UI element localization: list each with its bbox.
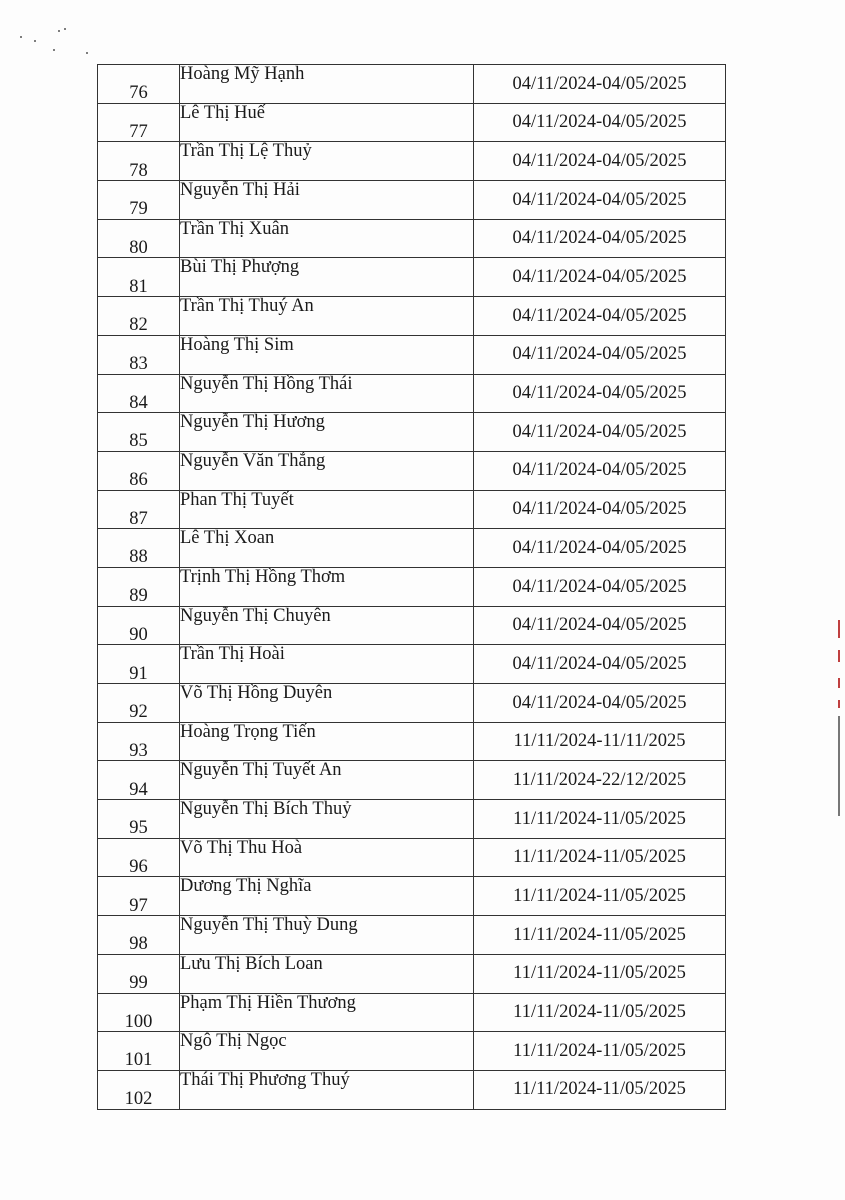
- table-row: [98, 684, 726, 723]
- roster-table-body: [98, 65, 726, 1110]
- row-number: 100: [98, 993, 180, 1032]
- employee-name: Nguyễn Thị Bích Thuỷ: [180, 800, 474, 839]
- contract-period: 04/11/2024-04/05/2025: [474, 529, 726, 568]
- row-number: 90: [98, 606, 180, 645]
- table-row: [98, 65, 726, 104]
- employee-name: Trần Thị Xuân: [180, 219, 474, 258]
- contract-period: 04/11/2024-04/05/2025: [474, 181, 726, 220]
- row-number: 94: [98, 761, 180, 800]
- contract-period: 11/11/2024-11/05/2025: [474, 993, 726, 1032]
- contract-period: 11/11/2024-11/05/2025: [474, 954, 726, 993]
- row-number: 99: [98, 954, 180, 993]
- contract-period: 11/11/2024-11/05/2025: [474, 1032, 726, 1071]
- contract-period: 04/11/2024-04/05/2025: [474, 645, 726, 684]
- table-row: [98, 181, 726, 220]
- employee-name: Lưu Thị Bích Loan: [180, 954, 474, 993]
- table-row: [98, 877, 726, 916]
- contract-period: 04/11/2024-04/05/2025: [474, 258, 726, 297]
- margin-mark: [838, 620, 840, 638]
- margin-mark: [838, 716, 840, 816]
- employee-name: Trịnh Thị Hồng Thơm: [180, 567, 474, 606]
- row-number: 83: [98, 335, 180, 374]
- row-number: 78: [98, 142, 180, 181]
- margin-marks: [838, 620, 842, 820]
- employee-name: Lê Thị Xoan: [180, 529, 474, 568]
- employee-name: Võ Thị Thu Hoà: [180, 838, 474, 877]
- row-number: 96: [98, 838, 180, 877]
- margin-mark: [838, 678, 840, 688]
- employee-name: Trần Thị Lệ Thuỷ: [180, 142, 474, 181]
- table-row: [98, 722, 726, 761]
- employee-name: Hoàng Trọng Tiến: [180, 722, 474, 761]
- row-number: 81: [98, 258, 180, 297]
- table-row: [98, 954, 726, 993]
- row-number: 86: [98, 451, 180, 490]
- row-number: 88: [98, 529, 180, 568]
- table-row: [98, 606, 726, 645]
- contract-period: 04/11/2024-04/05/2025: [474, 103, 726, 142]
- employee-name: Võ Thị Hồng Duyên: [180, 684, 474, 723]
- row-number: 82: [98, 297, 180, 336]
- contract-period: 04/11/2024-04/05/2025: [474, 490, 726, 529]
- table-row: [98, 374, 726, 413]
- speck: [53, 49, 55, 51]
- row-number: 77: [98, 103, 180, 142]
- table-row: [98, 451, 726, 490]
- contract-period: 04/11/2024-04/05/2025: [474, 219, 726, 258]
- row-number: 95: [98, 800, 180, 839]
- employee-name: Hoàng Thị Sim: [180, 335, 474, 374]
- table-row: [98, 993, 726, 1032]
- contract-period: 11/11/2024-11/05/2025: [474, 916, 726, 955]
- row-number: 101: [98, 1032, 180, 1071]
- employee-name: Nguyễn Thị Thuỳ Dung: [180, 916, 474, 955]
- table-row: [98, 1070, 726, 1109]
- table-row: [98, 490, 726, 529]
- employee-name: Dương Thị Nghĩa: [180, 877, 474, 916]
- employee-name: Trần Thị Hoài: [180, 645, 474, 684]
- employee-name: Nguyễn Thị Hải: [180, 181, 474, 220]
- contract-period: 04/11/2024-04/05/2025: [474, 297, 726, 336]
- speck: [64, 28, 66, 30]
- speck: [58, 30, 60, 32]
- table-row: [98, 142, 726, 181]
- table-row: [98, 258, 726, 297]
- employee-name: Nguyễn Văn Thắng: [180, 451, 474, 490]
- speck: [86, 52, 88, 54]
- table-row: [98, 413, 726, 452]
- scan-specks: [20, 22, 100, 62]
- contract-period: 04/11/2024-04/05/2025: [474, 684, 726, 723]
- contract-period: 11/11/2024-11/05/2025: [474, 1070, 726, 1109]
- speck: [34, 40, 36, 42]
- table-row: [98, 916, 726, 955]
- row-number: 87: [98, 490, 180, 529]
- row-number: 92: [98, 684, 180, 723]
- employee-name: Nguyễn Thị Tuyết An: [180, 761, 474, 800]
- table-row: [98, 800, 726, 839]
- row-number: 79: [98, 181, 180, 220]
- employee-name: Nguyễn Thị Hương: [180, 413, 474, 452]
- table-row: [98, 567, 726, 606]
- employee-name: Phạm Thị Hiền Thương: [180, 993, 474, 1032]
- table-row: [98, 838, 726, 877]
- row-number: 80: [98, 219, 180, 258]
- contract-period: 04/11/2024-04/05/2025: [474, 142, 726, 181]
- contract-period: 11/11/2024-11/05/2025: [474, 800, 726, 839]
- row-number: 102: [98, 1070, 180, 1109]
- employee-name: Bùi Thị Phượng: [180, 258, 474, 297]
- contract-period: 04/11/2024-04/05/2025: [474, 567, 726, 606]
- row-number: 76: [98, 65, 180, 104]
- employee-name: Lê Thị Huế: [180, 103, 474, 142]
- employee-name: Trần Thị Thuý An: [180, 297, 474, 336]
- employee-name: Phan Thị Tuyết: [180, 490, 474, 529]
- speck: [20, 36, 22, 38]
- contract-period: 04/11/2024-04/05/2025: [474, 451, 726, 490]
- table-row: [98, 335, 726, 374]
- margin-mark: [838, 700, 840, 708]
- contract-period: 04/11/2024-04/05/2025: [474, 374, 726, 413]
- margin-mark: [838, 650, 840, 662]
- contract-period: 04/11/2024-04/05/2025: [474, 65, 726, 104]
- table-row: [98, 103, 726, 142]
- row-number: 97: [98, 877, 180, 916]
- employee-name: Thái Thị Phương Thuý: [180, 1070, 474, 1109]
- table-row: [98, 297, 726, 336]
- table-row: [98, 761, 726, 800]
- row-number: 91: [98, 645, 180, 684]
- contract-period: 04/11/2024-04/05/2025: [474, 335, 726, 374]
- contract-period: 11/11/2024-22/12/2025: [474, 761, 726, 800]
- row-number: 98: [98, 916, 180, 955]
- row-number: 89: [98, 567, 180, 606]
- contract-period: 04/11/2024-04/05/2025: [474, 413, 726, 452]
- employee-name: Hoàng Mỹ Hạnh: [180, 65, 474, 104]
- employee-name: Nguyễn Thị Hồng Thái: [180, 374, 474, 413]
- employee-name: Nguyễn Thị Chuyên: [180, 606, 474, 645]
- roster-table: [97, 64, 726, 1110]
- table-row: [98, 529, 726, 568]
- table-row: [98, 219, 726, 258]
- contract-period: 11/11/2024-11/05/2025: [474, 838, 726, 877]
- contract-period: 04/11/2024-04/05/2025: [474, 606, 726, 645]
- row-number: 93: [98, 722, 180, 761]
- row-number: 85: [98, 413, 180, 452]
- row-number: 84: [98, 374, 180, 413]
- contract-period: 11/11/2024-11/11/2025: [474, 722, 726, 761]
- employee-name: Ngô Thị Ngọc: [180, 1032, 474, 1071]
- table-row: [98, 1032, 726, 1071]
- table-row: [98, 645, 726, 684]
- contract-period: 11/11/2024-11/05/2025: [474, 877, 726, 916]
